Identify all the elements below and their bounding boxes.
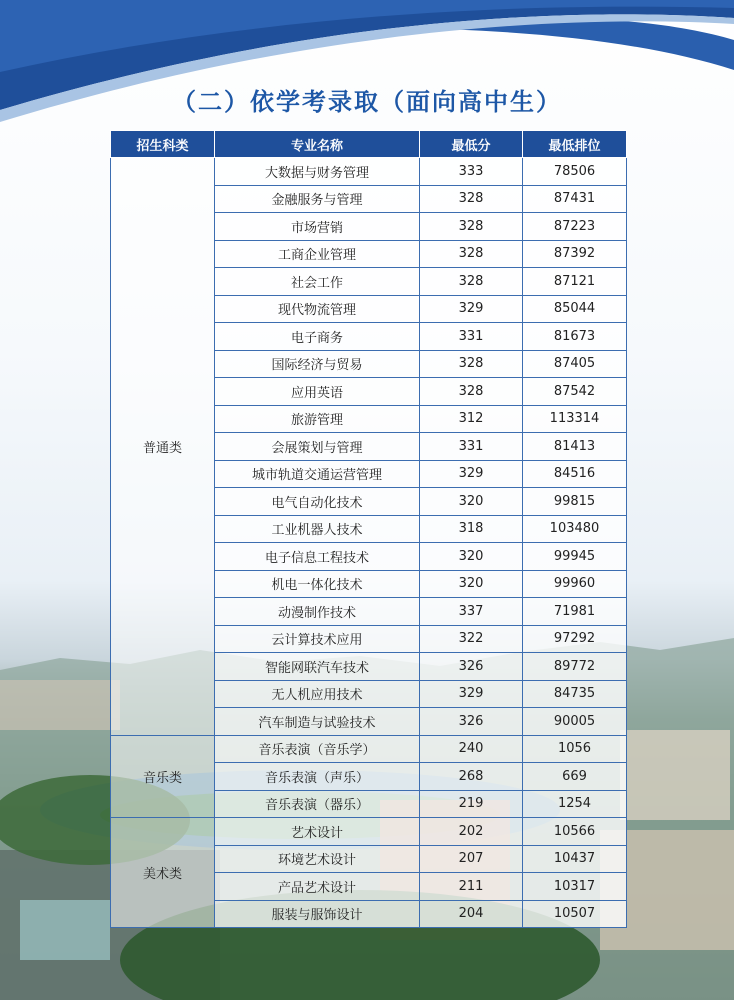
table-row [111, 158, 627, 186]
min-rank-cell: 90005 [523, 708, 627, 736]
min-rank-cell: 89772 [523, 653, 627, 681]
min-rank-cell: 99945 [523, 543, 627, 571]
min-rank-cell: 85044 [523, 295, 627, 323]
min-score-cell: 328 [420, 240, 523, 268]
min-score-cell: 211 [420, 873, 523, 901]
header-min-score: 最低分 [420, 131, 523, 158]
major-cell: 会展策划与管理 [215, 433, 420, 461]
min-score-cell: 219 [420, 790, 523, 818]
min-score-cell: 329 [420, 460, 523, 488]
min-score-cell: 333 [420, 158, 523, 186]
min-score-cell: 240 [420, 735, 523, 763]
min-score-cell: 204 [420, 900, 523, 928]
major-cell: 音乐表演（声乐） [215, 763, 420, 791]
major-cell: 服装与服饰设计 [215, 900, 420, 928]
min-rank-cell: 1254 [523, 790, 627, 818]
major-cell: 动漫制作技术 [215, 598, 420, 626]
admission-score-table [110, 130, 627, 928]
major-cell: 工商企业管理 [215, 240, 420, 268]
min-rank-cell: 81413 [523, 433, 627, 461]
min-score-cell: 331 [420, 433, 523, 461]
min-score-cell: 331 [420, 323, 523, 351]
header-major: 专业名称 [215, 131, 420, 158]
min-score-cell: 328 [420, 268, 523, 296]
table-body [111, 158, 627, 928]
major-cell: 汽车制造与试验技术 [215, 708, 420, 736]
min-rank-cell: 10507 [523, 900, 627, 928]
min-rank-cell: 71981 [523, 598, 627, 626]
major-cell: 应用英语 [215, 378, 420, 406]
major-cell: 工业机器人技术 [215, 515, 420, 543]
major-cell: 电子信息工程技术 [215, 543, 420, 571]
category-cell: 音乐类 [111, 735, 215, 818]
min-rank-cell: 669 [523, 763, 627, 791]
min-score-cell: 329 [420, 680, 523, 708]
min-score-cell: 328 [420, 350, 523, 378]
min-score-cell: 207 [420, 845, 523, 873]
major-cell: 电气自动化技术 [215, 488, 420, 516]
major-cell: 环境艺术设计 [215, 845, 420, 873]
min-rank-cell: 87223 [523, 213, 627, 241]
major-cell: 城市轨道交通运营管理 [215, 460, 420, 488]
major-cell: 国际经济与贸易 [215, 350, 420, 378]
min-rank-cell: 84735 [523, 680, 627, 708]
major-cell: 电子商务 [215, 323, 420, 351]
min-score-cell: 326 [420, 653, 523, 681]
min-rank-cell: 1056 [523, 735, 627, 763]
header-category: 招生科类 [111, 131, 215, 158]
category-cell: 普通类 [111, 158, 215, 736]
major-cell: 旅游管理 [215, 405, 420, 433]
min-rank-cell: 10437 [523, 845, 627, 873]
major-cell: 市场营销 [215, 213, 420, 241]
min-rank-cell: 87542 [523, 378, 627, 406]
min-score-cell: 328 [420, 213, 523, 241]
major-cell: 艺术设计 [215, 818, 420, 846]
min-rank-cell: 78506 [523, 158, 627, 186]
category-cell: 美术类 [111, 818, 215, 928]
min-score-cell: 268 [420, 763, 523, 791]
min-score-cell: 202 [420, 818, 523, 846]
min-score-cell: 322 [420, 625, 523, 653]
min-score-cell: 320 [420, 570, 523, 598]
major-cell: 智能网联汽车技术 [215, 653, 420, 681]
min-rank-cell: 84516 [523, 460, 627, 488]
min-rank-cell: 87431 [523, 185, 627, 213]
major-cell: 现代物流管理 [215, 295, 420, 323]
min-rank-cell: 87121 [523, 268, 627, 296]
min-score-cell: 328 [420, 185, 523, 213]
min-score-cell: 337 [420, 598, 523, 626]
min-rank-cell: 81673 [523, 323, 627, 351]
min-rank-cell: 103480 [523, 515, 627, 543]
min-score-cell: 318 [420, 515, 523, 543]
major-cell: 大数据与财务管理 [215, 158, 420, 186]
major-cell: 无人机应用技术 [215, 680, 420, 708]
min-score-cell: 328 [420, 378, 523, 406]
min-score-cell: 329 [420, 295, 523, 323]
min-rank-cell: 113314 [523, 405, 627, 433]
min-score-cell: 326 [420, 708, 523, 736]
major-cell: 音乐表演（音乐学） [215, 735, 420, 763]
min-score-cell: 312 [420, 405, 523, 433]
min-rank-cell: 99815 [523, 488, 627, 516]
major-cell: 产品艺术设计 [215, 873, 420, 901]
major-cell: 云计算技术应用 [215, 625, 420, 653]
min-rank-cell: 97292 [523, 625, 627, 653]
major-cell: 社会工作 [215, 268, 420, 296]
major-cell: 金融服务与管理 [215, 185, 420, 213]
min-rank-cell: 87392 [523, 240, 627, 268]
min-score-cell: 320 [420, 543, 523, 571]
major-cell: 音乐表演（器乐） [215, 790, 420, 818]
decorative-swoosh-banner [0, 0, 734, 140]
table-header-row [111, 131, 627, 158]
min-rank-cell: 99960 [523, 570, 627, 598]
table-row [111, 735, 627, 763]
header-min-rank: 最低排位 [523, 131, 627, 158]
min-rank-cell: 10317 [523, 873, 627, 901]
min-rank-cell: 87405 [523, 350, 627, 378]
min-score-cell: 320 [420, 488, 523, 516]
table-row [111, 818, 627, 846]
major-cell: 机电一体化技术 [215, 570, 420, 598]
page-title: （二）依学考录取（面向高中生） [172, 87, 562, 116]
min-rank-cell: 10566 [523, 818, 627, 846]
